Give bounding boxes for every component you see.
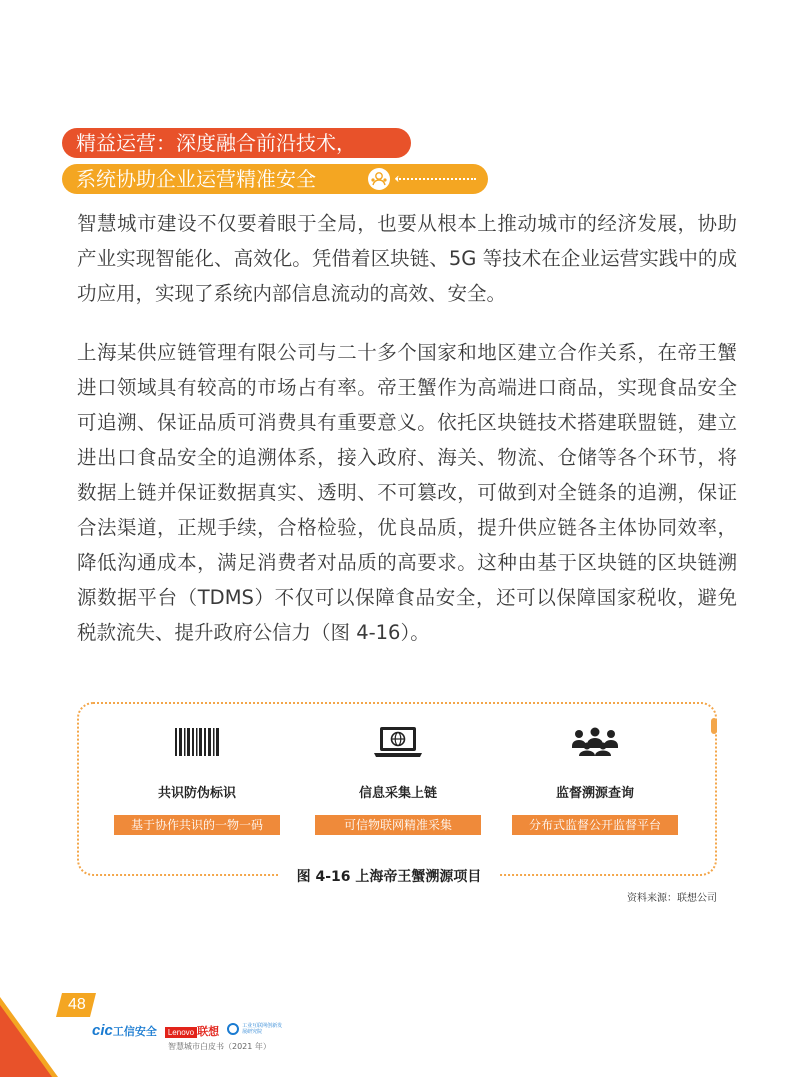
figure-item-supervision [510,722,680,835]
laptop-globe-icon [313,722,483,762]
section-title-line-1 [62,128,411,158]
paragraph-case-study: 上海某供应链管理有限公司与二十多个国家和地区建立合作关系，在帝王蟹进口领域具有较高的市场占有率。帝王蟹作为高端进口商品，实现食品安全可追溯、保证品质可消费具有重要意义。依托区块链技术搭建联盟链，建立进出口食品安全的追溯体系，接入政府、海关、物流、仓储等各个环节，将数据上链并保证数据真实、透明、不可篡改，可做到对全链条的追溯，保证合法渠道，正规手续，合格检验，优良品质，提升供应链各主体协同效率，降低沟通成本，满足消费者对品质的高要求。这种由基于区块链的区块链溯源数据平台（TDMS）不仅可以保障食品安全，还可以保障国家税收，避免税款流失、提升政府公信力（图 4-16）。 [77,341,737,644]
paragraph-intro: 智慧城市建设不仅要着眼于全局，也要从根本上推动城市的经济发展，协助产业实现智能化、高效化。凭借着区块链、5G 等技术在企业运营实践中的成功应用，实现了系统内部信息流动的高效、安全。 [77,212,737,305]
section-title-text-2: 系统协助企业运营精准安全 [76,167,316,191]
arrow-left-icon: ‹ [394,171,400,187]
barcode-icon [112,722,282,762]
section-title-line-2 [62,164,488,194]
footer-document-title: 智慧城市白皮书（2021 年） [168,1042,271,1051]
figure-item-tag: 可信物联网精准采集 [315,815,481,835]
dotted-line-decoration [396,178,476,182]
lenovo-logo: Lenovo 联想 [165,1020,219,1039]
figure-item-data-collection [313,722,483,835]
figure-item-anti-counterfeit [112,722,282,835]
figure-item-title: 信息采集上链 [358,786,437,801]
section-title-text-1: 精益运营：深度融合前沿技术， [76,131,356,155]
institute-mark-icon [227,1023,239,1035]
institute-logo: 工业互联网创新发展研究院 [227,1023,286,1035]
group-people-icon [510,722,680,762]
figure-item-title: 监督溯源查询 [555,786,634,801]
figure-item-title: 共识防伪标识 [157,786,236,801]
figure-item-tag: 基于协作共识的一物一码 [114,815,280,835]
figure-source: 资料来源：联想公司 [627,893,717,904]
figure-caption: 图 4-16 上海帝王蟹溯源项目 [278,865,500,889]
cic-logo: cic工信安全 [92,1021,157,1039]
people-network-icon [368,168,390,190]
figure-item-tag: 分布式监督公开监督平台 [512,815,678,835]
footer-logos [92,1020,286,1038]
page-number: 48 [68,996,86,1013]
